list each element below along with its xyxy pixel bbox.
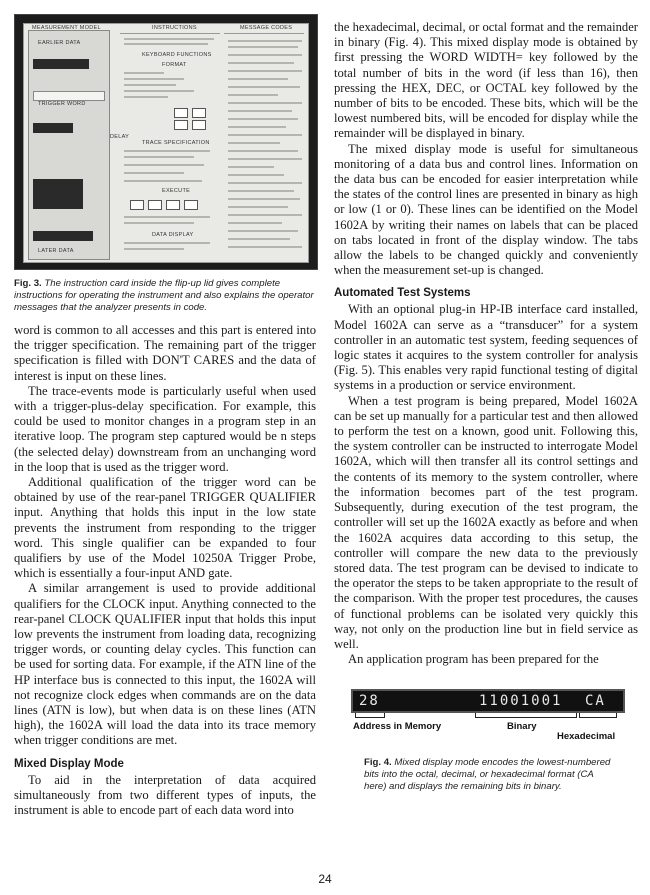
figure-3-caption bbox=[14, 278, 316, 314]
delay-label: DELAY bbox=[110, 134, 130, 140]
left-paragraph-5: To aid in the interpretation of data acquired simultaneously from two different types of inputs, the instrument is able to encode part of each data word into bbox=[14, 772, 316, 818]
display-hex: CA bbox=[585, 693, 606, 710]
left-paragraph-2: The trace-events mode is particularly useful when used with a trigger-plus-delay specification. For example, this could be used to monitor changes in a program step in an iterative loop. The program step captured would be n steps (the selected delay) downstream from an unchanging word in the loop that is used as the trigger word. bbox=[14, 383, 316, 474]
figure-3-photo bbox=[14, 14, 318, 270]
left-column bbox=[14, 14, 316, 818]
display-binary: 11001001 bbox=[479, 693, 563, 710]
figure-4-display bbox=[351, 689, 621, 745]
measurement-model-strip bbox=[28, 30, 110, 260]
address-bracket bbox=[355, 713, 385, 718]
figure-3-caption-text: The instruction card inside the flip-up lid gives complete instructions for operating the instrument and also explains the operator messages that the analyzer presents in code. bbox=[14, 278, 314, 313]
binary-bracket bbox=[475, 713, 577, 718]
instruction-card bbox=[23, 23, 309, 263]
hexadecimal-label: Hexadecimal bbox=[557, 731, 616, 743]
address-label: Address in Memory bbox=[353, 721, 442, 733]
figure-3-caption-label: Fig. 3. bbox=[14, 278, 42, 289]
figure-4-caption bbox=[364, 757, 614, 793]
right-paragraph-1: the hexadecimal, decimal, or octal format and the remainder in binary (Fig. 4). This mixed display mode is obtained by first pressing the WORD WIDTH= key followed by the total number of bits in the word (if less than 16), then pressing the HEX, DEC, or OCTAL key followed by the number of bits to be encoded. These bits, which will be the lowest numbered bits, will be encoded for display while the remainder will be displayed in binary. bbox=[334, 20, 638, 141]
earlier-data-label: EARLIER DATA bbox=[38, 40, 81, 46]
page-number: 24 bbox=[318, 872, 332, 886]
right-paragraph-4: When a test program is being prepared, Model 1602A can be set up manually for a particular test and then allowed to perform the test on a known, good unit. Following this, the system controller can be instructed to interrogate Model 1602A, which will then transfer all its control settings and the contents of its memory to the system controller, where the information becomes part of the test program. Subsequently, during execution of the test program, the controller will set up the 1602A exactly as before and when the 1602A acquires data according to this setup, the controller will compare the new data to the previously stored data. The test program can be devised to indicate to the operator the steps to be taken appropriate to the result of the comparison. With the proper test procedures, the causes of functional problems can be isolated very quickly this way, not only on the production line but in field service as well. bbox=[334, 393, 638, 651]
display-address: 28 bbox=[359, 693, 380, 710]
message-codes-title: MESSAGE CODES bbox=[240, 25, 293, 31]
measurement-model-title: MEASUREMENT MODEL bbox=[32, 25, 101, 31]
right-paragraph-5: An application program has been prepared for the bbox=[348, 652, 599, 667]
right-paragraph-2: The mixed display mode is useful for simultaneous monitoring of a data bus and control lines. Information on the data bus can be encoded for easier interpretation while the states of the control lines are presented in binary as high or low (1 or 0). These lines can be identified on the Model 1602A by writing their names on labels that can be placed on tabs located in front of the display window. The tabs allow the labels to be changed quickly and conveniently when the measurement set-up is changed. bbox=[334, 141, 638, 278]
right-column bbox=[334, 20, 638, 793]
trace-specification-title: TRACE SPECIFICATION bbox=[142, 140, 210, 146]
data-display-title: DATA DISPLAY bbox=[152, 232, 194, 238]
keyboard-functions-title: KEYBOARD FUNCTIONS bbox=[142, 52, 212, 58]
trigger-word-label: TRIGGER WORD bbox=[38, 101, 86, 107]
instructions-title: INSTRUCTIONS bbox=[152, 25, 197, 31]
hex-bracket bbox=[579, 713, 617, 718]
binary-label: Binary bbox=[507, 721, 537, 733]
figure-4-caption-label: Fig. 4. bbox=[364, 757, 392, 769]
left-paragraph-1: word is common to all accesses and this part is entered into the trigger specification. The remaining part of the trigger specification is filled with DON'T CARES and the data of interest is input on these lines. bbox=[14, 323, 316, 383]
figure-4-caption-text: Mixed display mode encodes the lowest-numbered bits into the octal, decimal, or hexadecimal format (CA here) and displays the remaining bits in binary. bbox=[364, 757, 611, 793]
execute-title: EXECUTE bbox=[162, 188, 191, 194]
later-data-label: LATER DATA bbox=[38, 248, 74, 254]
heading-automated-test-systems: Automated Test Systems bbox=[334, 287, 471, 300]
led-display bbox=[351, 689, 625, 713]
format-title: FORMAT bbox=[162, 62, 187, 68]
left-paragraph-3: Additional qualification of the trigger word can be obtained by use of the rear-panel TRIGGER QUALIFIER input. Anything that holds this input in the low state prevents the instrument from responding to the trigger word. This single qualifier can be expanded to four qualifiers by use of the Model 10250A Trigger Probe, which is essentially a four-input AND gate. bbox=[14, 475, 316, 581]
left-paragraph-4: A similar arrangement is used to provide additional qualifiers for the CLOCK input. Anything connected to the rear-panel CLOCK QUALIFIER input that holds this input low prevents the instrument from loading data, recognizing trigger words, or counting delay cycles. This function can be used for sorting data. For example, if the ATN line of the HP interface bus is connected to this input, the 1602A will not recognize clock edges when commands are on the data lines (ATN is low), but when data is on these lines (ATN high), the 1602A will load the data into its trace memory when trigger conditions are met. bbox=[14, 581, 316, 748]
right-paragraph-3: With an optional plug-in HP-IB interface card installed, Model 1602A can serve as a “transducer” for a system controller in an automatic test system, feeding sequences of logic states it acquires to the system controller for analysis (Fig. 5). This enables very rapid functional testing of digital systems in a production or service environment. bbox=[334, 302, 638, 393]
heading-mixed-display-mode: Mixed Display Mode bbox=[14, 757, 124, 770]
